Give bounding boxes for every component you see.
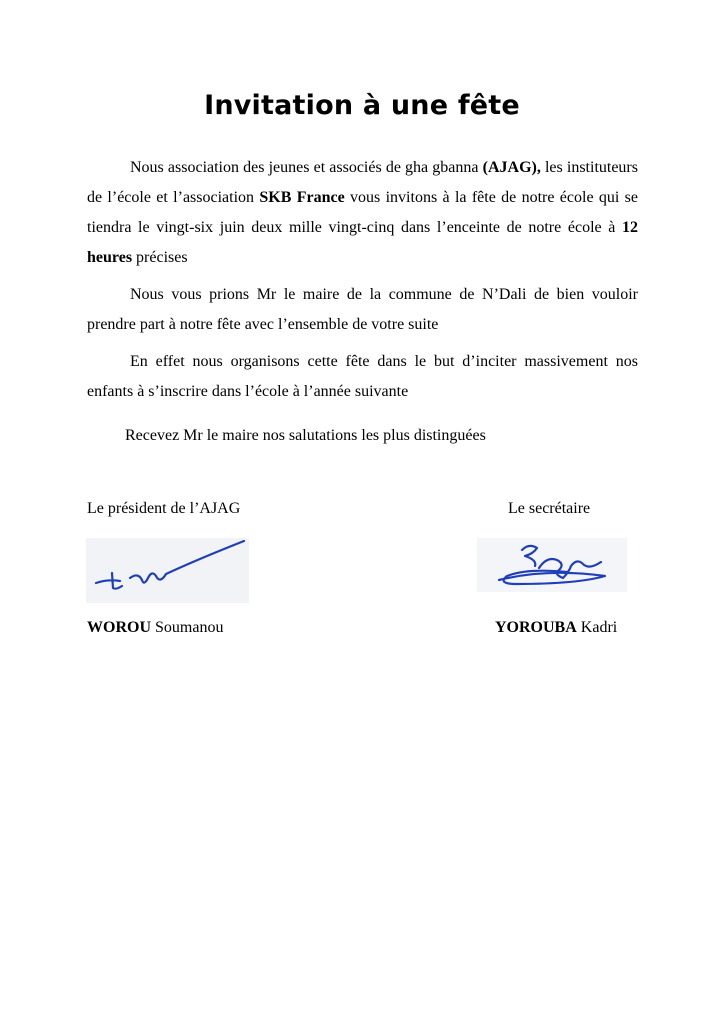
p1-text-2: les instituteurs de l’école et l’association [87,159,638,206]
president-role-label: Le président de l’AJAG [87,500,241,517]
p1-text-1: Nous association des jeunes et associés de gha gbanna [130,159,483,176]
paragraph-request: Nous vous prions Mr le maire de la commune de N’Dali de bien vouloir prendre part à notre fête avec l’ensemble de votre suite [87,286,638,333]
secretary-signature [477,538,627,592]
document-title: Invitation à une fête [204,90,520,121]
secretary-surname: YOROUBA [495,619,577,636]
p1-text-4: précises [132,249,188,266]
secretary-role-label: Le secrétaire [508,500,591,517]
paragraph-invitation [87,153,638,273]
p1-bold-ajag: (AJAG), [482,159,541,176]
president-surname: WOROU [87,619,151,636]
p1-bold-time: 12 heures [87,219,638,266]
paragraph-purpose: En effet nous organisons cette fête dans le but d’inciter massivement nos enfants à s’inscrire dans l’école à l’année suivante [87,353,638,400]
paragraph-salutation: Recevez Mr le maire nos salutations les plus distinguées [125,427,486,444]
president-signature [86,538,249,603]
president-firstname: Soumanou [155,619,224,636]
secretary-name [495,619,617,637]
p1-bold-skb: SKB France [259,189,345,206]
secretary-firstname: Kadri [580,619,618,636]
p1-text-3: vous invitons à la fête de notre école qui se tiendra le vingt-six juin deux mille vingt-cinq dans l’enceinte de notre école à [87,189,638,236]
president-name [87,619,223,637]
